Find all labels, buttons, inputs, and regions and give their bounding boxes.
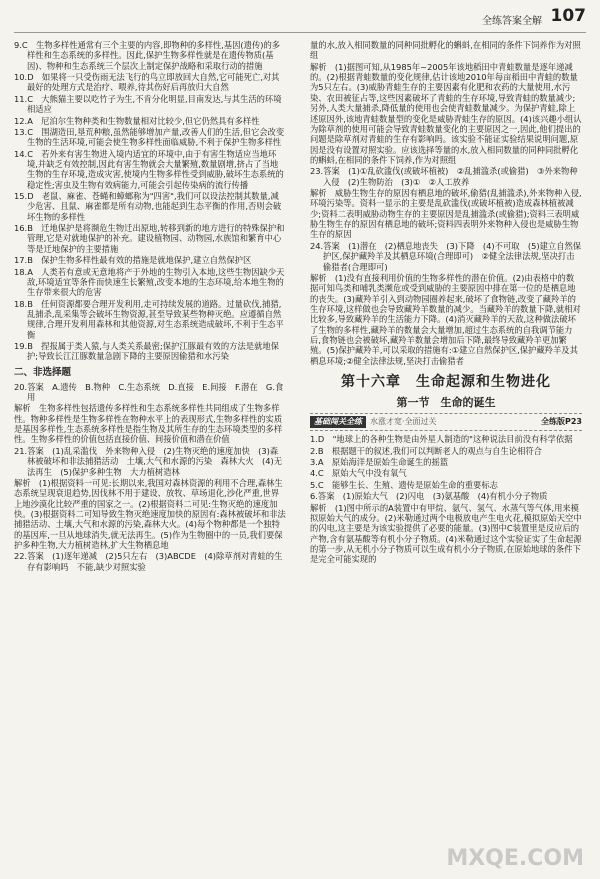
explanation: 解析 (1)图中所示的A装置中有甲烷、氨气、氢气、水蒸气等气体,用来模拟原始大气的成分。(2)米勒通过两个电极放电产生电火花,模拟原始天空中的闪电,这主要是为该实验提供了必要的能量。(3)图中C装置里是反应后的产物,含有氨基酸等有机小分子物质。(4)米勒通过这个实验证实了生命起源的第一步,从无机小分子物质可以生成有机小分子物质,在原始地球的条件下是完全可能实现的 bbox=[310, 502, 582, 565]
answer-item: 1.D "地球上的各种生物是由外星人制造的"这种说法目前没有科学依据 bbox=[310, 434, 573, 445]
answer-item: 2.B 根据题干的叙述,我们可以判断老人的观点与自生论相符合 bbox=[310, 445, 542, 456]
watermark: MXQE.COM bbox=[446, 846, 584, 871]
banner-text: 水涨才宽·全面过关 bbox=[370, 417, 437, 427]
banner-tag: 基础闯关全练 bbox=[310, 416, 366, 428]
answer-item: 17.B 保护生物多样性最有效的措施是就地保护,建立自然保护区 bbox=[14, 255, 252, 266]
continued-text: 量的水,放入相同数量的同种同批孵化的蝌蚪,在相同的条件下饲养作为对照组 bbox=[310, 40, 581, 61]
exercise-banner bbox=[310, 413, 582, 431]
answer-item: 23.答案 (1)①乱砍滥伐(或破坏植被) ②乱捕滥杀(或偷猎) ③外来物种入侵 (2)生物防治 (3)① ②人工放养 bbox=[310, 166, 578, 187]
page-number: 107 bbox=[550, 6, 586, 26]
answer-item: 18.B 任何资源都要合理开发利用,走可持续发展的道路。过量砍伐,捕猎,乱捕杀,乱采集等会破坏生物资源,甚至导致某些物种灭绝。应遵循自然规律,合理开发利用森林和其他资源,对生态系统造成破坏,不利于生态平衡 bbox=[14, 298, 284, 340]
explanation: 解析 (1)据图可知,从1985年~2005年该地稻田中青蛙数量是逐年递减的。(2)根据青蛙数量的变化规律,估计该地2010年每亩稻田中青蛙的数量为5只左右。(3)威胁青蛙生存的主要因素有化肥和农药的大量使用,水污染、农田被征占等,这些因素破坏了青蛙的生存环境,导致青蛙的数量减少;另外,人类大量捕杀,降低量的使用也会使青蛙数量减少。为保护青蛙,除上述原因外,该地青蛙数量型的变化是威胁青蛙生存的原因。(4)该兴趣小组认为除草剂的使用可能会导致青蛙数量变化的主要原因之一,因此,他们提出的问题是除草剂对青蛙的生存有影响吗。该实验不能证实验结果说明问题,原因是没有设置对照实验。应该选择等量的水,放入相同数量的同种同批孵化的蝌蚪,在相同的条件下饲养,作为对照组 bbox=[310, 61, 582, 165]
answer-item: 24.答案 (1)潜在 (2)栖息地丧失 (3)下降 (4)不可取 (5)建立自然保护区,保护藏羚羊及其栖息环境(合理即可) ②健全法律法规,坚决打击偷猎者(合理即可) bbox=[310, 240, 582, 272]
answer-item: 18.A 人类若有意或无意地将产于外地的生物引入本地,这些生物因缺少天敌,环境适宜等条件而快速生长繁殖,改变本地的生态环境,给本地生物的生存带来很大的危害 bbox=[14, 266, 285, 298]
answer-item: 16.B 迁地保护是将濒危生物迁出原地,转移到新的地方进行的特殊保护和管理,它是对就地保护的补充。建设植物园、动物园,水族馆和繁育中心等是迁地保护的主要措施 bbox=[14, 223, 285, 254]
banner-ref: 全练版P23 bbox=[541, 417, 582, 427]
section-title: 第一节 生命的诞生 bbox=[396, 395, 496, 409]
answer-item: 22.答案 (1)逐年递减 (2)5只左右 (3)ABCDE (4)除草剂对青蛙的生存有影响吗 不能,缺少对照实验 bbox=[14, 551, 283, 572]
answer-item: 13.C 围湖造田,垦荒种粮,虽然能够增加产量,改善人们的生活,但它会改变生物的生活环境,可能会使生物多样性面临威胁,不利于保护生物多样性 bbox=[14, 126, 285, 148]
answer-item: 11.C 大熊猫主要以吃竹子为生,不肯分化明显,目南发达,与其生活的环境相适应 bbox=[14, 93, 282, 115]
right-column bbox=[310, 40, 582, 876]
explanation: 解析 生物多样性包括遗传多样性和生态系统多样性共同组成了生物多样性。物种多样性是生物多样性在物种水平上的表现形式,生物多样性的实质是基因多样性,生态系统多样性是指生物及其所生存的生态环境类型的多样性。生物多样性的价值包括直接价值、间接价值和潜在价值 bbox=[14, 403, 283, 445]
header-rule bbox=[14, 32, 586, 33]
answer-item: 4.C 原始大气中没有氧气 bbox=[310, 468, 407, 479]
answer-item: 19.B 捏报属于类人猿,与人类关系最密;保护江豚最有效的方法是就地保护;导致长江江豚数量急剧下降的主要原因偷猎和水污染 bbox=[14, 341, 279, 362]
header-title: 全练答案全解 bbox=[482, 16, 542, 27]
explanation: 解析 (1)没有直接利用价值的生物多样性的潜在价值。(2)由表格中的数据可知鸟类和哺乳类濒危或受到威胁的主要原因中排在第一位的是栖息地的丧失。(3)藏羚羊引入到动物园圈养起来,破坏了食物链,改变了藏羚羊的生存环境,这样做也会导致藏羚羊数量的减少。当藏羚羊的数量下降,就相对比较多,导致藏羚羊的生活能力下降。(4)消灭藏羚羊的天敌,这种做法破坏了生物的多样性,藏羚羊的数量会大量增加,超过生态系统的自我调节能力后,食物链也会被破坏,藏羚羊数量会增加后下降,最终导致藏羚羊更加繁殖。(5)保护藏羚羊,可以采取的措施有:①建立自然保护区,保护藏羚羊及其栖息环境;②健全法律法规,坚决打击偷猎者 bbox=[310, 272, 581, 366]
answer-item: 10.D 如果将一只受伤雨无法飞行的鸟立即放回大自然,它可能死亡,对其最好的处理方式是治疗、喂养,待其伤好后再放归大自然 bbox=[14, 72, 280, 93]
answer-item: 5.C 能够生长、生殖、遗传是原始生命的重要标志 bbox=[310, 479, 498, 490]
section-heading: 二、非选择题 bbox=[14, 366, 72, 378]
explanation: 解析 (1)根据资料一可见:长期以来,我国对森林资源的利用不合理,森林生态系统呈现衰退趋势,因伐林不用于建设、放牧、草场退化,沙化严重,世界上地沙漠化比较严重的国家之一。(2)根据资料二可见:生物灭绝的速度加快。(3)根据资料二可知导致生物灭绝速度加快的原因有:森林被破坏和非法捕猎活动、土壤,大气和水源的污染,森林大火。(4)每个物种都是一个独特的基因库,一旦从地球消失,就无法再生。(5)作为生物圈中的一员,我们要保护多种生物,大力植树造林,扩大生物栖息地 bbox=[14, 477, 286, 551]
left-column bbox=[14, 40, 286, 876]
answer-item: 14.C 若外来有害生物进入境内适宜的环境中,由于有害生物适应当地环境,并缺乏有效控制,因此有害生物就会大量繁殖,数量剧增,挤占了当地生物的生存环境,造成灾害,使境内生物多样性受到威胁,破坏生态系统的稳定性;害虫及生物有效病能力,可能会引起传染病的流行传播 bbox=[14, 148, 284, 190]
page-header bbox=[14, 6, 586, 30]
answer-item: 21.答案 (1)乱采滥伐 外来物种入侵 (2)生物灭绝的速度加快 (3)森林被破坏和非法捕猎活动 土壤,大气和水源的污染 森林大火 (4)无法再生 (5)保护多种生物 大力植树造林 bbox=[14, 445, 283, 477]
answer-item: 6.答案 (1)原始大气 (2)闪电 (3)氨基酸 (4)有机小分子物质 bbox=[310, 491, 548, 502]
answer-item: 20.答案 A.遗传 B.物种 C.生态系统 D.直接 E.间接 F.潜在 G.食用 bbox=[14, 381, 284, 403]
answer-item: 15.D 老鼠、麻雀、苍蝇和蟑螂称为"四害",我们可以设法控制其数量,减少危害、且鼠、麻雀都是所有动物,也能起到生态平衡的作用,否则会破坏生物的多样性 bbox=[14, 191, 282, 222]
answer-item: 3.A 原始海洋是原始生命诞生的摇篮 bbox=[310, 457, 449, 468]
explanation: 解析 威胁生物生存的原因有栖息地的破坏,偷猎(乱捕滥杀),外来物种入侵,环境污染等。资料一显示的主要是乱砍滥伐(或破坏植被)造成森林植被减少;资料二表明威胁动物生存的主要原因是乱捕滥杀(或偷猎);资料三表明威胁生物生存的原因有栖息地的破坏;资料四表明外来物种入侵也是威胁生物生存的原因 bbox=[310, 188, 582, 240]
chapter-title: 第十六章 生命起源和生物进化 bbox=[341, 374, 551, 391]
answer-item: 12.A 尼泊尔生物种类和生物数量相对比较少,但它仍然具有多样性 bbox=[14, 115, 260, 126]
answer-item: 9.C 生物多样性通常有三个主要的内容,即物种的多样性,基因(遗传)的多样性和生态系统的多样性。因此,保护生物多样性就是在遗传物质(基因)、物种和生态系统三个层次上制定保护战略和采取行动的措施 bbox=[14, 40, 281, 71]
